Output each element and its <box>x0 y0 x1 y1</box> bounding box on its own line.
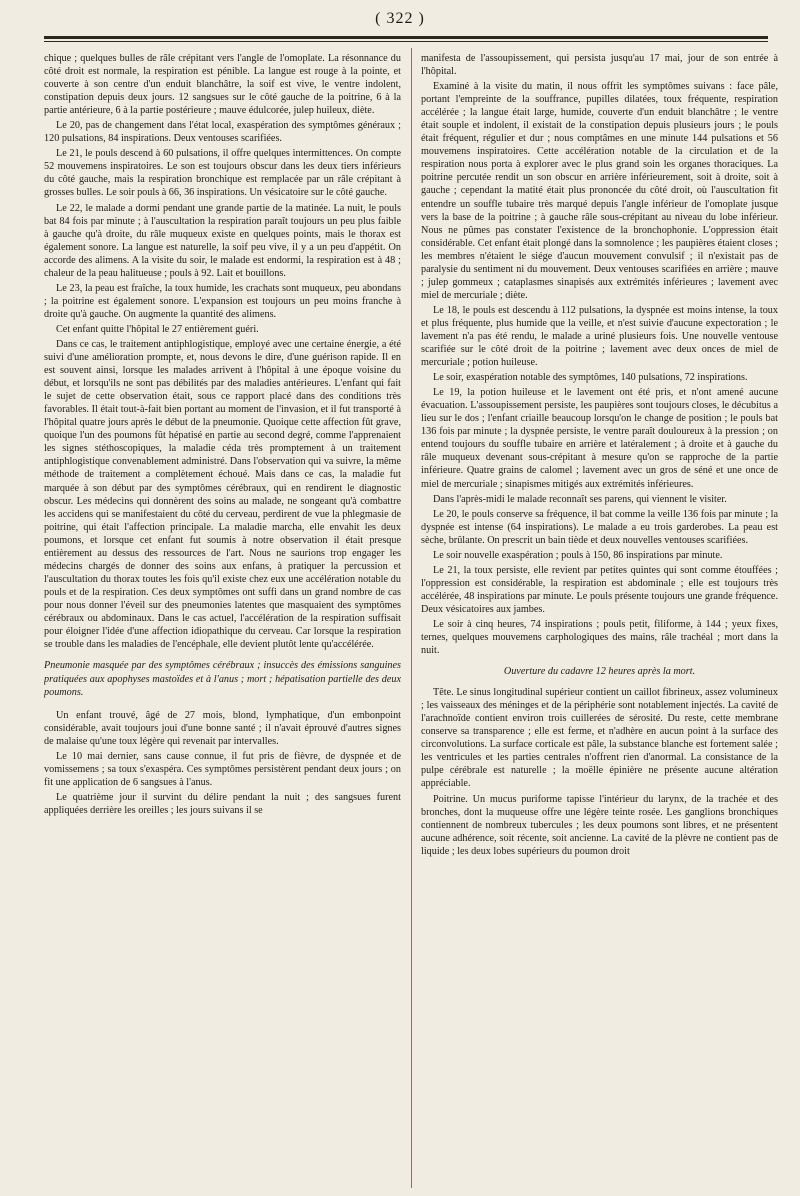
paragraph: Dans l'après-midi le malade reconnaît ses parens, qui viennent le visiter. <box>433 493 727 505</box>
left-column <box>44 52 401 1186</box>
paragraph: Tête. Le sinus longitudinal supérieur contient un caillot fibrineux, assez volumineux ; les vaisseaux des méninges et de la périphérie sont notablement injectés. La cavité de l'arachnoïde contient environ trois cuillerées de sérosité. Du reste, cette membrane conserve sa transparence ; elle est ferme, et n'adhère en aucun point à la surface des circonvolutions. La surface corticale est pâle, la substance blanche est fortement salée ; les ventricules et les parties centrales n'offrent rien d'anormal. La consistance de la pulpe cérébrale est naturelle ; la moëlle épinière ne présente aucune altération appréciable. <box>421 687 778 790</box>
paragraph: Le 22, le malade a dormi pendant une grande partie de la matinée. La nuit, le pouls bat 84 fois par minute ; à l'auscultation la respiration paraît toujours un peu plus faible à gauche qu'à droite, du râle muqueux existe en quelques points, mais le thorax est également sonore. La langue est naturelle, la soif peu vive, il y a un peu d'appétit. On accorde des alimens. A la visite du soir, le malade est endormi, la respiration est à 48 ; chaleur de la peau halitueuse ; pouls à 92. Lait et bouillons. <box>44 202 401 279</box>
paragraph: Le 21, la toux persiste, elle revient par petites quintes qui sont comme étouffées ; l'oppression est considérable, la respiration est abdominale ; elle est toujours très accélérée, 48 inspirations par minute. Le pouls présente toujours une grande fréquence. Deux vésicatoires aux jambes. <box>421 564 778 615</box>
paragraph: Le soir nouvelle exaspération ; pouls à 150, 86 inspirations par minute. <box>433 549 723 561</box>
paragraph: Le 19, la potion huileuse et le lavement ont été pris, et n'ont amené aucune évacuation. L'assoupissement persiste, les paupières sont toujours closes, le décubitus a lieu sur le dos ; l'enfant criaille beaucoup lorsqu'on le change de position ; le pouls bat 136 fois par minute ; la dyspnée persiste, le ventre paraît douloureux à la pression ; on entend toujours du souffle tubaire en arrière et latéralement ; à droite et à gauche du râle muqueux devenant sous-crépitant à mesure qu'on se rapproche de la partie inférieure. Quatre grains de calomel ; lavement avec un gros de séné et une once de miel de mercuriale ; sinapismes mitigés aux extrémités inférieures. <box>421 387 778 490</box>
paragraph: Cet enfant quitte l'hôpital le 27 entièrement guéri. <box>56 323 259 335</box>
paragraph: Dans ce cas, le traitement antiphlogistique, employé avec une certaine énergie, a été suivi d'une amélioration prompte, et, nous devons le dire, d'une guérison rapide. Il en est souvent ainsi, lorsque les malades arrivent à l'hôpital à une époque voisine du début, et lorsqu'ils ne sont pas débilités par des maladies antérieures. L'enfant qui fait le sujet de cette observation était, sous ce rapport placé dans des conditions très favorables. Il était tout-à-fait bien portant au moment de l'invasion, et il fut transporté à l'hôpital quatre jours après le début de la pneumonie. Quoique cette affection fût grave, quoique l'un des poumons fût hépatisé en partie au second degré, comme l'apprenaient les signes stéthoscopiques, la maladie céda très promptement à un traitement antiphlogistique convenablement administré. Dans l'observation qui va suivre, la même méthode de traitement a complètement échoué. Mais dans ce cas, la maladie fut marquée à son début par des symptômes cérébraux, qui en rendirent le diagnostic obscur. Les médecins qui donnèrent des soins au malade, ne songeant qu'à combattre les accidens qui se manifestaient du côté du cerveau, perdirent de vue la phlegmasie de poitrine, qui était l'affection principale. La maladie marcha, elle envahit les deux poumons, et lorsque cet enfant fut soumis à notre observation il était presque entièrement au dessus des ressources de l'art. Nous ne saurions trop engager les médecins chargés de donner des soins aux enfans, à pratiquer la percussion et l'auscultation du thorax toutes les fois qu'il existe chez eux une accélération notable du pouls et de la respiration. Ces deux symptômes ont suffi dans un grand nombre de cas pour nous donner l'éveil sur des pneumonies latentes que masquaient des symptômes cérébraux ou abdominaux. Dans le cas actuel, l'accélération de la respiration suffisait pour éloigner l'idée d'une affection idiopathique du cerveau. Car lorsque la respiration se trouble dans les maladies de l'encéphale, elle devient plutôt lente qu'accélérée. <box>44 338 401 651</box>
paragraph: Le 10 mai dernier, sans cause connue, il fut pris de fièvre, de dyspnée et de vomissemens ; sa toux s'exaspéra. Ces symptômes persistèrent pendant deux jours ; on fit une application de 6 sangsues à l'anus. <box>44 750 401 788</box>
observation-heading: Pneumonie masquée par des symptômes cérébraux ; insuccès des émissions sanguines pratiquées aux apophyses mastoïdes et à l'anus ; mort ; hépatisation partielle des deux poumons. <box>44 660 401 699</box>
header-rule <box>44 36 768 39</box>
paragraph: Un enfant trouvé, âgé de 27 mois, blond, lymphatique, d'un embonpoint considérable, avait toujours joui d'une bonne santé ; il n'avait éprouvé d'autres signes de malaise qu'une toux légère qui revenait par intervalles. <box>44 709 401 747</box>
paragraph: Le 21, le pouls descend à 60 pulsations, il offre quelques intermittences. On compte 52 mouvemens inspiratoires. Le son est toujours obscur dans les deux tiers inférieurs du côté gauche, mais la respiration bronchique est remplacée par un râle crépitant à grosses bulles. Le soir pouls à 66, 36 inspirations. Un vésicatoire sur le côté gauche. <box>44 148 401 199</box>
paragraph: Le soir à cinq heures, 74 inspirations ; pouls petit, filiforme, à 144 ; yeux fixes, ternes, quelques mouvemens carphologiques des mains, râle trachéal ; mort dans la nuit. <box>421 618 778 657</box>
paragraph: Le 23, la peau est fraîche, la toux humide, les crachats sont muqueux, peu abondans ; la poitrine est également sonore. L'expansion est toujours un peu moins franche à droite qu'à gauche. On augmente la quantité des alimens. <box>44 282 401 320</box>
column-divider <box>411 48 412 1188</box>
paragraph: Le soir, exaspération notable des symptômes, 140 pulsations, 72 inspirations. <box>433 372 748 384</box>
paragraph: Le 18, le pouls est descendu à 112 pulsations, la dyspnée est moins intense, la toux et plus fréquente, plus humide que la veille, et n'est suivie d'aucune expectoration ; le lavement n'a pas été rendu, le malade a uriné plusieurs fois. Une nouvelle ventouse scarifiée sur le côté droit de la poitrine ; lavement avec deux onces de miel de mercuriale ; potion huileuse. <box>421 304 778 369</box>
paragraph: Poitrine. Un mucus puriforme tapisse l'intérieur du larynx, de la trachée et des bronches, dont la muqueuse offre une légère teinte rosée. Les ganglions bronchiques contiennent de nombreux tubercules ; les deux poumons sont libres, et ne présentent aucune adhérence, soit récente, soit ancienne. La cavité de la plèvre ne contient pas de liquide ; les deux lobes supérieurs du poumon droit <box>421 793 778 857</box>
paragraph: Examiné à la visite du matin, il nous offrit les symptômes suivans : face pâle, portant l'empreinte de la souffrance, pupilles dilatées, toux fréquente, respiration accélérée ; la langue était large, humide, couverte d'un enduit blanchâtre ; le ventre était souple et indolent, il existait de la constipation depuis plusieurs jours ; le pouls était fréquent, régulier et dur ; nous comptâmes en une minute 144 pulsations et 56 mouvemens inspiratoires. Cette accélération notable de la circulation et de la respiration nous porta à explorer avec le plus grand soin les organes thoraciques. La poitrine percutée rendit un son obscur en arrière inférieurement, soit à droite, soit à gauche ; cependant la matité était plus prononcée du côté droit, où l'auscultation fit entendre un souffle tubaire très marqué depuis l'angle inférieur de l'omoplate jusque vers la base de la poitrine ; à gauche râle sous-crépitant au niveau du lobe inférieur. Nous ne pûmes pas constater l'existence de la bronchophonie. L'oppression était considérable. Cet enfant était plongé dans la somnolence ; les paupières étaient closes ; les membres n'étaient le siége d'aucun mouvement convulsif ; il n'existait pas de paralysie du sentiment ni du mouvement. Deux ventouses scarifiées en arrière ; mauve ; julep gommeux ; cataplasmes sinapisés aux extrémités inférieures ; lavement avec miel de mercuriale ; diète. <box>421 81 778 301</box>
right-column <box>421 52 778 1186</box>
paragraph: manifesta de l'assoupissement, qui persista jusqu'au 17 mai, jour de son entrée à l'hôpital. <box>421 53 778 78</box>
paragraph: chique ; quelques bulles de râle crépitant vers l'angle de l'omoplate. La résonnance du côté droit est normale, la respiration est pénible. La langue est rouge à la pointe, et couverte à son centre d'un enduit blanchâtre, la soif est vive, le ventre indolent, constipation depuis deux jours. 12 sangsues sur le côté gauche de la poitrine, 6 à la partie antérieure, 6 à la partie postérieure ; mauve édulcorée, julep huileux, diète. <box>44 53 401 117</box>
section-heading: Ouverture du cadavre 12 heures après la mort. <box>503 666 696 678</box>
page-number: ( 322 ) <box>375 10 425 27</box>
paragraph: Le 20, le pouls conserve sa fréquence, il bat comme la veille 136 fois par minute ; la dyspnée est intense (64 inspirations). Le malade a eu trois garderobes. La peau est sèche, brûlante. On prescrit un bain tiède et deux nouvelles ventouses scarifiées. <box>421 508 778 546</box>
paragraph: Le quatrième jour il survint du délire pendant la nuit ; des sangsues furent appliquées derrière les oreilles ; les jours suivans il se <box>44 791 401 816</box>
paragraph: Le 20, pas de changement dans l'état local, exaspération des symptômes généraux ; 120 pulsations, 84 inspirations. Deux ventouses scarifiées. <box>44 120 401 145</box>
header-rule-thin <box>44 41 768 42</box>
